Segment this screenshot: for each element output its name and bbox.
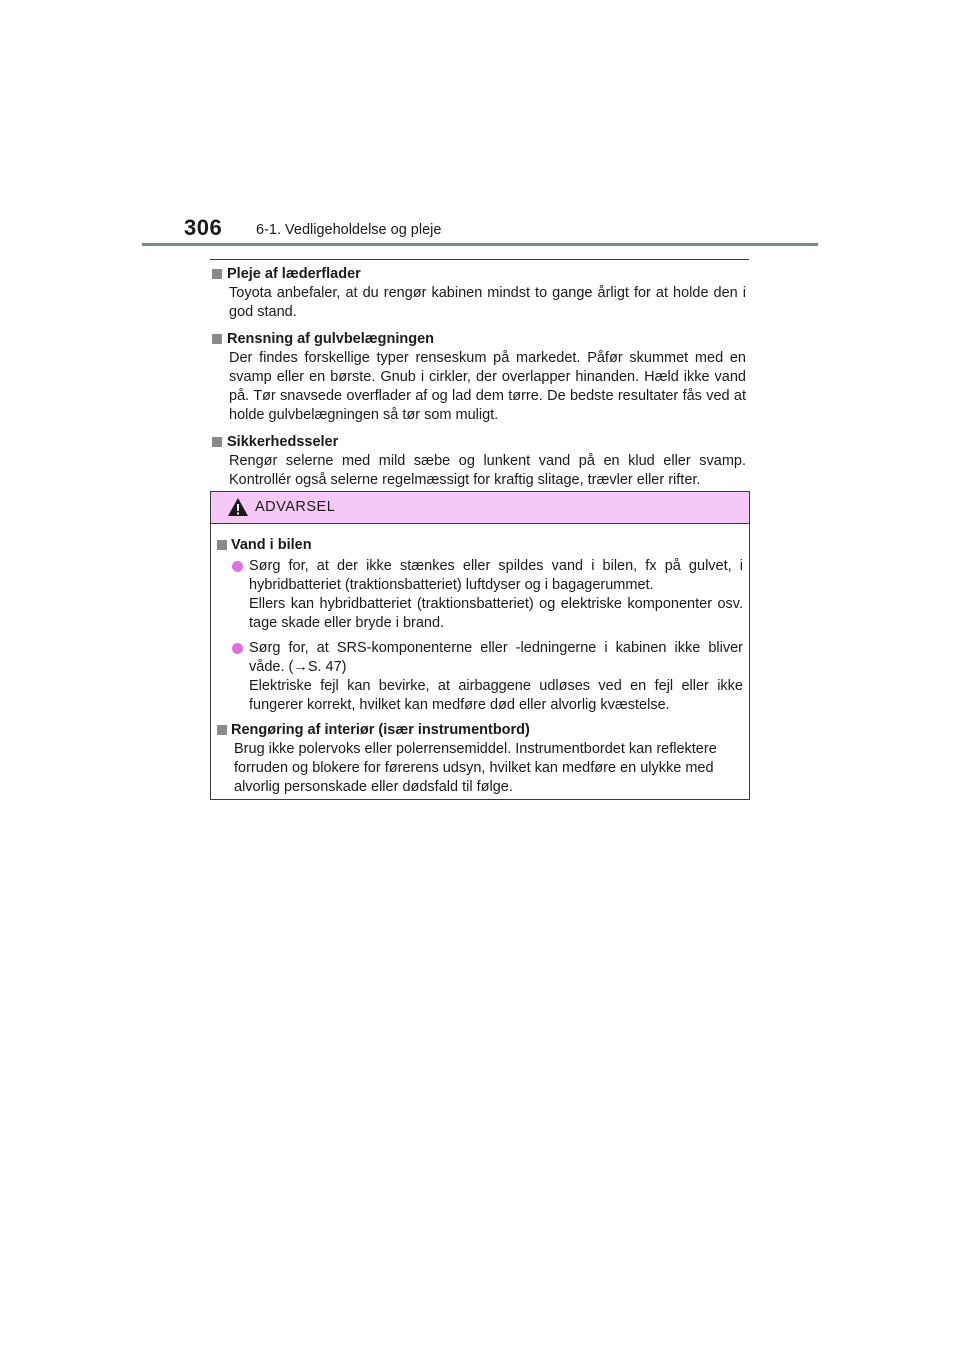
- section-floor-cleaning: [210, 330, 746, 425]
- warning-title: ADVARSEL: [255, 499, 336, 515]
- warning-triangle-icon: [227, 497, 249, 517]
- section-heading: Pleje af læderflader: [227, 266, 361, 282]
- header-rule: [142, 243, 818, 246]
- warning-section-interior: [217, 721, 743, 797]
- warning-section-water: [217, 536, 743, 715]
- main-content: [210, 265, 746, 498]
- square-bullet-icon: [212, 437, 222, 447]
- section-body: Der findes forskellige typer renseskum på markedet. Påfør skummet med en svamp eller en børste. Gnub i cirkler, der overlapper hinanden. Hæld ikke vand på. Tør snavsede overflader af og lad dem tørre. De bedste resultater fås ved at holde gulvbelægningen så tør som muligt.: [229, 350, 746, 423]
- warning-heading: Vand i bilen: [231, 537, 312, 553]
- warning-bullet: [217, 557, 743, 633]
- square-bullet-icon: [212, 269, 222, 279]
- page-number: 306: [184, 215, 223, 240]
- section-heading: Sikkerhedsseler: [227, 434, 339, 450]
- square-bullet-icon: [217, 725, 227, 735]
- round-bullet-icon: [232, 561, 243, 572]
- warning-body: Brug ikke polervoks eller polerrensemiddel. Instrumentbordet kan reflektere forruden og blokere for førerens udsyn, hvilket kan medføre en ulykke med alvorlig personskade eller dødsfald til følge.: [234, 741, 717, 795]
- section-seatbelts: [210, 433, 746, 490]
- section-leather-care: [210, 265, 746, 322]
- warning-heading: Rengøring af interiør (især instrumentbord): [231, 722, 530, 738]
- round-bullet-icon: [232, 643, 243, 654]
- square-bullet-icon: [212, 334, 222, 344]
- section-body: Rengør selerne med mild sæbe og lunkent vand på en klud eller svamp. Kontrollér også selerne regelmæssigt for kraftig slitage, trævler eller rifter.: [229, 453, 746, 488]
- section-title: 6-1. Vedligeholdelse og pleje: [256, 222, 442, 238]
- warning-bullet: [217, 639, 743, 715]
- content-top-rule: [210, 259, 749, 260]
- page-header: [142, 213, 818, 247]
- warning-content: [211, 524, 749, 797]
- warning-box: [210, 491, 750, 800]
- bullet-text: Sørg for, at der ikke stænkes eller spildes vand i bilen, fx på gulvet, i hybridbatteriet (traktionsbatteriet) luftdyser og i bagagerummet. Ellers kan hybridbatteriet (traktionsbatteriet) og elektriske komponenter osv. tage skade eller bryde i brand.: [249, 558, 743, 631]
- square-bullet-icon: [217, 540, 227, 550]
- section-body: Toyota anbefaler, at du rengør kabinen mindst to gange årligt for at holde den i god stand.: [229, 285, 746, 320]
- warning-header: [211, 492, 749, 524]
- section-heading: Rensning af gulvbelægningen: [227, 331, 435, 347]
- bullet-text: Sørg for, at SRS-komponenterne eller -ledningerne i kabinen ikke bliver våde. (→S. 47) Elektriske fejl kan bevirke, at airbaggene udløses ved en fejl eller ikke fungerer korrekt, hvilket kan medføre død eller alvorlig kvæstelse.: [249, 640, 743, 713]
